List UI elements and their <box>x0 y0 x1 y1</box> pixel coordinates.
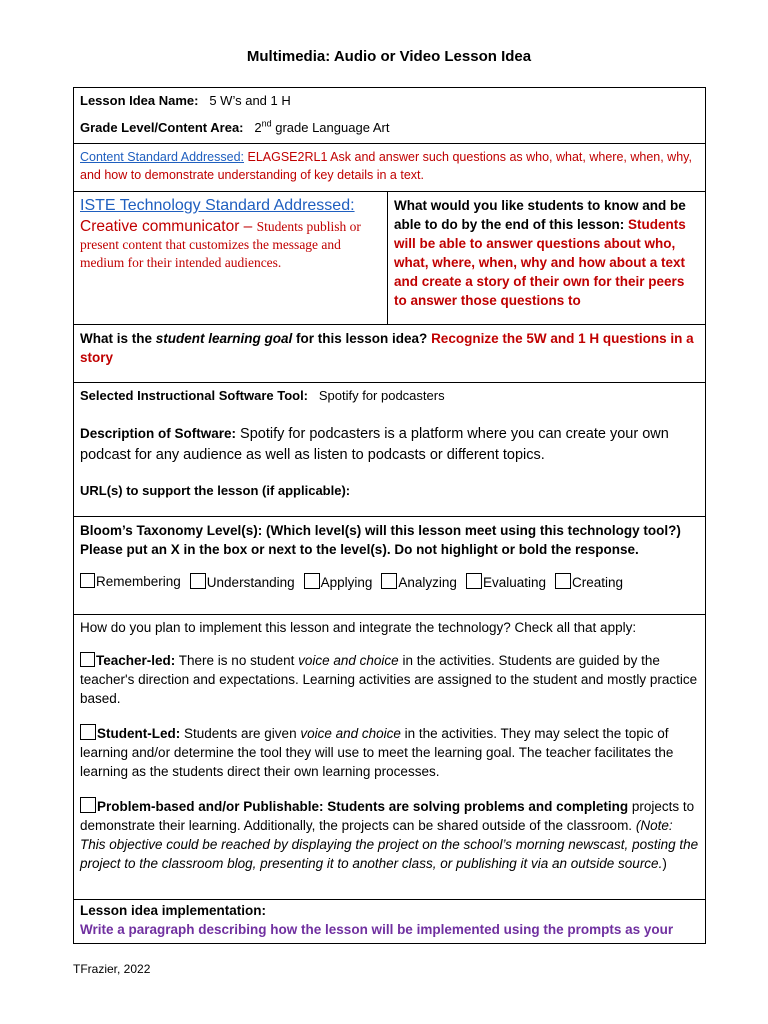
outcome-question: What would you like students to know and be able to do by the end of this lesson: <box>394 198 686 232</box>
bloom-level-remembering <box>80 573 181 592</box>
implement-question: How do you plan to implement this lesson and integrate the technology? Check all that apply: <box>80 620 637 635</box>
teacher-led-italic: voice and choice <box>298 653 399 668</box>
software-tool-value: Spotify for podcasters <box>318 388 445 403</box>
bloom-checkbox-applying[interactable] <box>304 573 320 589</box>
learning-goal-row <box>74 325 706 383</box>
student-led-text-a: Students are given <box>180 726 301 741</box>
outcome-answer: Students will be able to answer questions about who, what, where, when, why and how about a text and create a story of their own for their peers to answer those questions to <box>394 217 686 308</box>
implementation-label: Lesson idea implementation: <box>80 903 267 918</box>
grade-value: grade Language Art <box>271 120 390 135</box>
grade-label: Grade Level/Content Area: <box>80 120 244 135</box>
goal-question-start: What is the <box>80 331 156 346</box>
teacher-led-text-a: There is no student <box>175 653 299 668</box>
iste-text: Students publish or present content that customizes the message and medium for their intended audiences. <box>80 219 361 270</box>
bloom-level-label: Evaluating <box>482 575 546 590</box>
page-title: Multimedia: Audio or Video Lesson Idea <box>246 48 532 65</box>
grade-number: 2 <box>254 120 262 135</box>
bloom-level-label: Analyzing <box>398 575 457 590</box>
problem-based-close: ) <box>662 856 667 871</box>
problem-based-note: (Note: This objective could be reached by displaying the project on the school’s morning newscast, posting the project to the classroom blog, presenting it to another class, or publishing it via an outside source. <box>80 818 699 871</box>
student-led-italic: voice and choice <box>300 726 401 741</box>
grade-line <box>80 119 699 137</box>
bloom-checkbox-analyzing[interactable] <box>381 573 397 589</box>
bloom-level-applying <box>304 573 373 592</box>
iste-lead: Creative communicator – <box>80 218 257 235</box>
bloom-level-analyzing <box>381 573 457 592</box>
teacher-led-checkbox[interactable] <box>80 652 95 667</box>
bloom-level-understanding <box>190 573 295 592</box>
bloom-level-label: Applying <box>320 575 373 590</box>
content-standard-label: Content Standard Addressed: <box>80 150 245 164</box>
lesson-plan-table <box>73 87 706 944</box>
bloom-checkbox-remembering[interactable] <box>80 573 95 588</box>
bloom-question: Bloom’s Taxonomy Level(s): (Which level(s) will this lesson meet using this technology tool?) Please put an X in the box or next to the level(s). Do not highlight or bold the response. <box>80 523 681 557</box>
lesson-name-label: Lesson Idea Name: <box>80 93 199 108</box>
lesson-name-line <box>80 92 699 110</box>
implementation-approach-row <box>74 615 706 900</box>
software-description <box>80 423 699 466</box>
goal-question-end: for this lesson idea? <box>292 331 432 346</box>
bloom-level-evaluating <box>466 573 546 592</box>
student-led-checkbox[interactable] <box>80 724 96 740</box>
content-standard-row <box>74 144 706 192</box>
bloom-level-creating <box>555 573 623 592</box>
option-student-led <box>80 724 699 781</box>
problem-based-text: projects to demonstrate their learning. Additionally, the projects can be shared outside of the classroom. <box>80 799 695 833</box>
bloom-checkbox-evaluating[interactable] <box>466 573 482 589</box>
option-problem-based <box>80 797 699 873</box>
outcome-block <box>388 192 705 314</box>
goal-answer: Recognize the 5W and 1 H questions in a story <box>80 331 694 365</box>
software-tool-label: Selected Instructional Software Tool: <box>80 388 309 403</box>
teacher-led-text-b: in the activities. Students are guided by the teacher's direction and expectations. Learning activities are assigned to the student and mostly practice based. <box>80 653 698 706</box>
option-teacher-led <box>80 651 699 708</box>
url-label: URL(s) to support the lesson (if applicable): <box>80 483 351 498</box>
bloom-levels <box>80 573 699 592</box>
content-standard-text: ELAGSE2RL1 Ask and answer such questions as who, what, where, when, why, and how to demonstrate understanding of key details in a text. <box>80 150 692 182</box>
software-tool-line <box>80 387 699 405</box>
problem-based-label: Problem-based and/or Publishable: Students are solving problems and completing <box>97 799 629 814</box>
grade-suffix: nd <box>261 118 272 129</box>
iste-standard-label: ISTE Technology Standard Addressed: <box>80 197 355 214</box>
footer-credit: TFrazier, 2022 <box>73 962 151 976</box>
iste-standard-body <box>80 218 381 272</box>
lesson-implementation-row <box>74 900 706 944</box>
software-desc-value: Spotify for podcasters is a platform where you can create your own podcast for any audience as well as listen to podcasts or different topics. <box>80 426 669 463</box>
bloom-row <box>74 517 706 615</box>
iste-outcome-row <box>74 192 706 325</box>
student-led-text-b: in the activities. They may select the topic of learning and/or determine the tool they will use to meet the learning goal. The teacher facilitates the learning as the students direct their own learning processes. <box>80 726 674 779</box>
software-row <box>74 383 706 517</box>
bloom-level-label: Creating <box>572 575 624 590</box>
software-desc-label: Description of Software: <box>80 426 237 441</box>
bloom-checkbox-understanding[interactable] <box>190 573 206 589</box>
problem-based-checkbox[interactable] <box>80 797 96 813</box>
lesson-info-row <box>74 88 706 144</box>
bloom-level-label: Remembering <box>96 574 181 589</box>
bloom-checkbox-creating[interactable] <box>555 573 571 589</box>
implementation-prompt: Write a paragraph describing how the lesson will be implemented using the prompts as your <box>80 922 674 937</box>
lesson-name-value: 5 W’s and 1 H <box>209 93 291 108</box>
student-led-label: Student-Led: <box>97 726 181 741</box>
goal-question-italic: student learning goal <box>155 331 293 346</box>
teacher-led-label: Teacher-led: <box>96 653 176 668</box>
bloom-level-label: Understanding <box>206 575 295 590</box>
